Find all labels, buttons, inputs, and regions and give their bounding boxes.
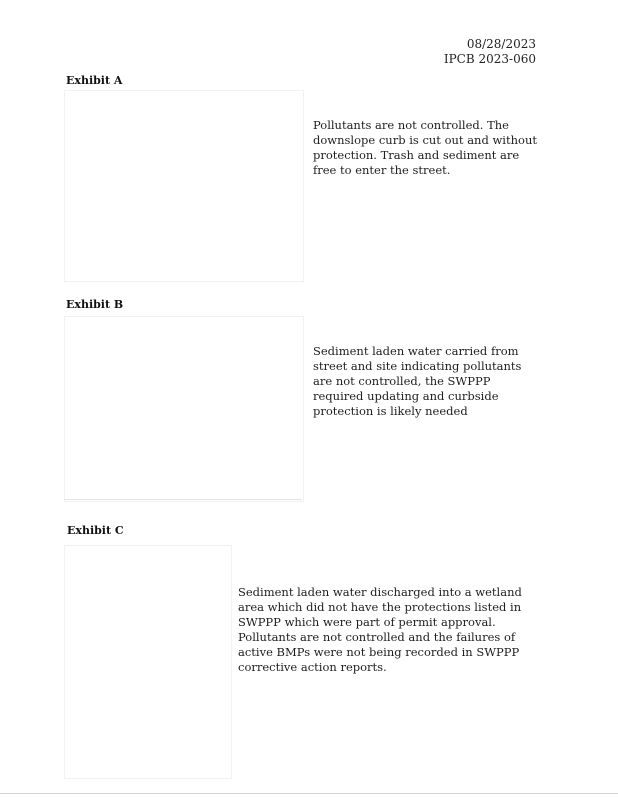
- document-header: [444, 37, 536, 67]
- exhibit-b-label: Exhibit B: [66, 298, 124, 311]
- exhibit-c-label: Exhibit C: [67, 524, 124, 537]
- header-date: 08/28/2023: [466, 37, 536, 51]
- exhibit-b-photo: [64, 316, 304, 502]
- exhibit-b-photo-edge: [64, 499, 302, 500]
- exhibit-a-label: Exhibit A: [66, 74, 123, 87]
- exhibit-b-caption: Sediment laden water carried from street and site indicating pollutants are not controlled, the SWPPP required updating and curbside protection is likely needed: [313, 344, 522, 418]
- exhibit-c-caption: Sediment laden water discharged into a wetland area which did not have the protections listed in SWPPP which were part of permit approval. Pollutants are not controlled and the failures of active BMPs were not being recorded in SWPPP corrective action reports.: [238, 585, 522, 674]
- exhibit-a-caption: Pollutants are not controlled. The downslope curb is cut out and without protection. Trash and sediment are free to enter the street.: [313, 118, 537, 177]
- header-case-number: IPCB 2023-060: [443, 52, 536, 66]
- exhibit-a-photo: [64, 90, 304, 282]
- page-bottom-rule: [0, 793, 618, 794]
- exhibit-c-photo: [64, 545, 232, 779]
